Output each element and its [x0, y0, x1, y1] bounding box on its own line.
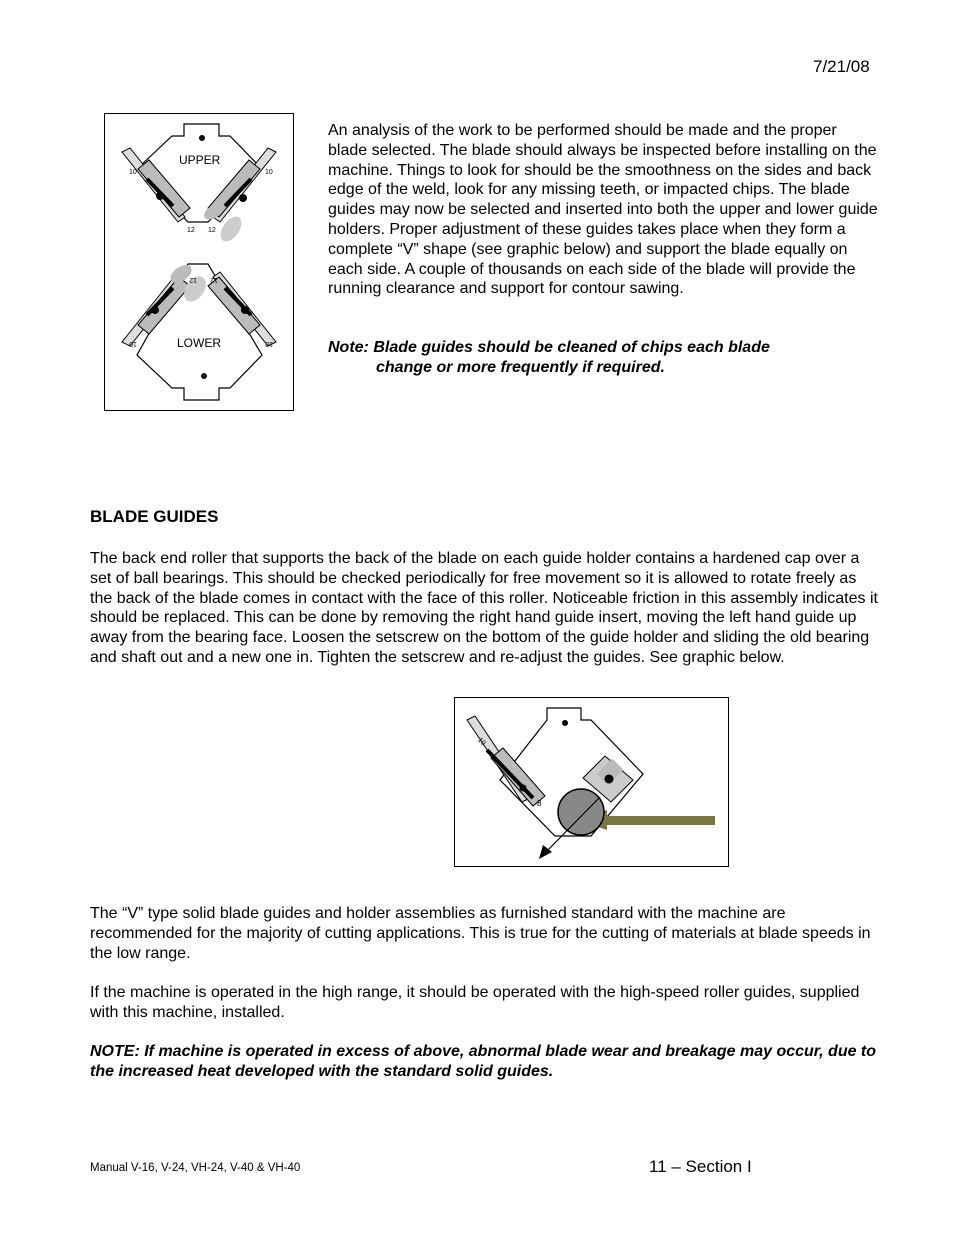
upper-label: UPPER [179, 153, 221, 167]
intro-note [328, 338, 868, 378]
section-heading: BLADE GUIDES [90, 507, 219, 526]
shaft [605, 816, 715, 825]
roller-bearing-figure [454, 697, 729, 867]
mark-upper-right-bottom: 12 [208, 227, 216, 234]
blade-guides-paragraph: The back end roller that supports the back of the blade on each guide holder contains a hardened cap over a set of ball bearings. This should be checked periodically for free movement so it is allowed to rotate freely as the back of the blade comes in contact with the face of this roller. Noticeable friction in this assembly indicates it should be replaced. This can be done by removing the right hand guide insert, moving the left hand guide up away from the bearing face. Loosen the setscrew on the bottom of the guide holder and sliding the old bearing and shaft out and a new one in. Tighten the setscrew and re-adjust the guides. See graphic below. [90, 550, 878, 666]
footer-page-number: 11 – Section I [649, 1157, 752, 1176]
document-date: 7/21/08 [813, 57, 870, 76]
roller-bearing-diagram [455, 698, 728, 866]
mark-lower-right-top: 12 [210, 276, 218, 283]
mark-lower-right-bottom: 10 [265, 340, 273, 347]
guide-holders-figure [104, 113, 294, 411]
footer-manual: Manual V-16, V-24, VH-24, V-40 & VH-40 [90, 1162, 301, 1174]
intro-note-line2: change or more frequently if required. [376, 358, 665, 376]
warning-note: NOTE: If machine is operated in excess of above, abnormal blade wear and breakage may occur, due to the increased heat developed with the standard solid guides. [90, 1043, 877, 1080]
high-range-paragraph: If the machine is operated in the high range, it should be operated with the high-speed roller guides, supplied with this machine, installed. [90, 984, 860, 1021]
mark-right: 8 [537, 799, 542, 808]
lower-label: LOWER [177, 336, 222, 350]
guide-holders-diagram [105, 114, 293, 410]
mark-upper-right-top: 10 [265, 169, 273, 176]
mark-lower-left-top: 12 [189, 276, 197, 283]
roller-bearing [558, 789, 604, 835]
mark-lower-left-bottom: 10 [129, 340, 137, 347]
intro-note-line1: Note: Blade guides should be cleaned of chips each blade [328, 339, 770, 356]
v-type-paragraph: The “V” type solid blade guides and holder assemblies as furnished standard with the machine are recommended for the majority of cutting applications. This is true for the cutting of materials at blade speeds in the low range. [90, 905, 871, 962]
mark-left: 10 [476, 736, 487, 748]
mark-upper-left-top: 10 [129, 169, 137, 176]
mark-upper-left-bottom: 12 [187, 227, 195, 234]
intro-paragraph: An analysis of the work to be performed should be made and the proper blade selected. The blade should always be inspected before installing on the machine. Things to look for should be the smoothness on the sides and back edge of the weld, look for any missing teeth, or impacted chips. The blade guides may now be selected and inserted into both the upper and lower guide holders. Proper adjustment of these guides takes place when they form a complete “V” shape (see graphic below) and support the blade equally on each side. A couple of thousands on each side of the blade will provide the running clearance and support for contour sawing. [328, 122, 878, 298]
